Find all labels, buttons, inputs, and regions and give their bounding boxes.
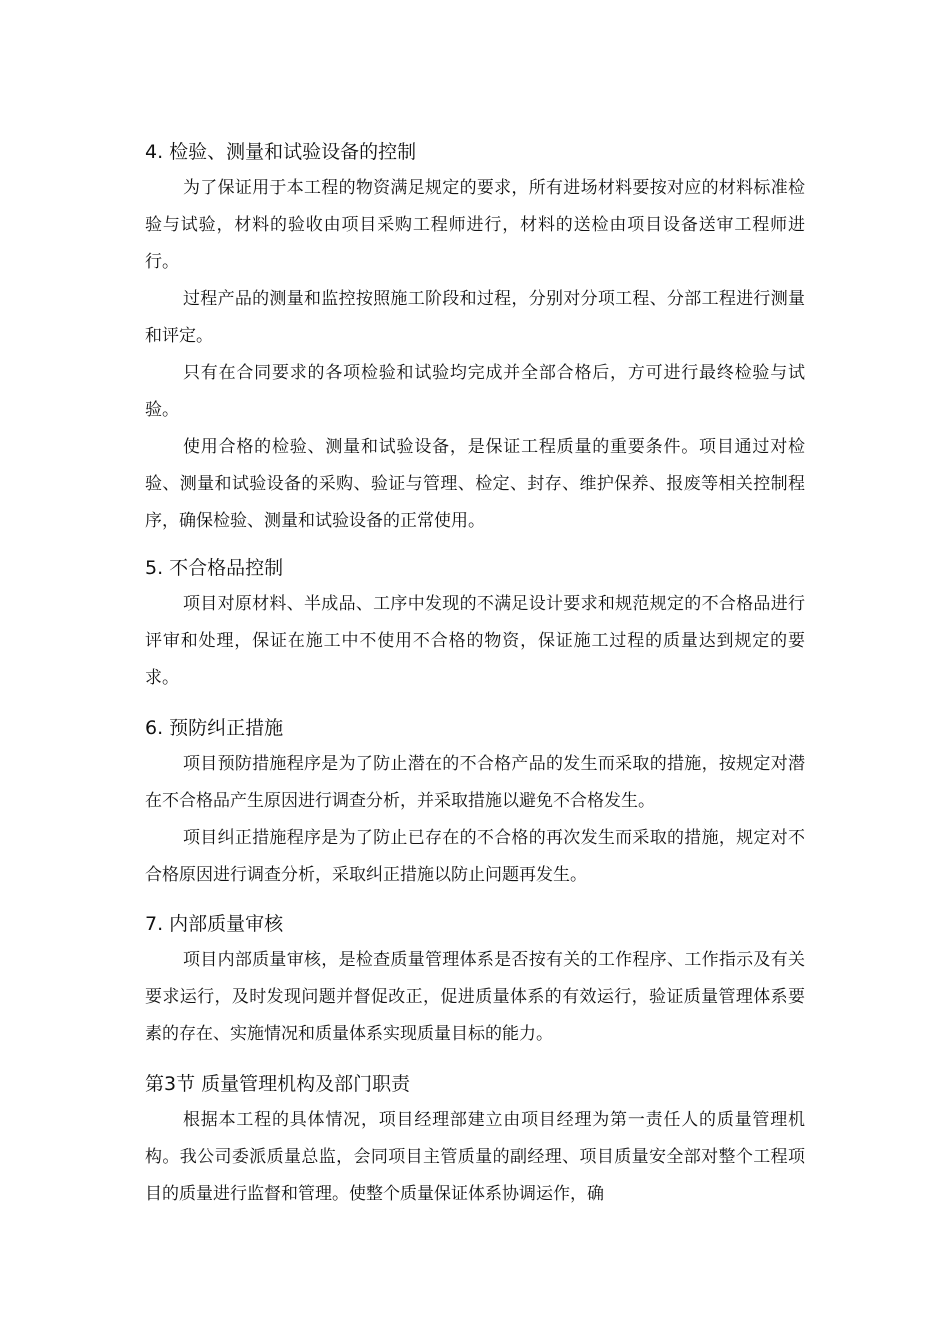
paragraph: 项目对原材料、半成品、工序中发现的不满足设计要求和规范规定的不合格品进行评审和处理，保证在施工中不使用不合格的物资，保证施工过程的质量达到规定的要求。	[145, 594, 805, 688]
section-heading-7: 7. 内部质量审核	[145, 913, 284, 935]
section-body-chapter-3	[145, 1102, 805, 1213]
section-heading-4: 4. 检验、测量和试验设备的控制	[145, 141, 417, 163]
section-heading-chapter-3: 第3节 质量管理机构及部门职责	[145, 1073, 411, 1095]
paragraph: 只有在合同要求的各项检验和试验均完成并全部合格后，方可进行最终检验与试验。	[145, 363, 805, 420]
section-heading-6: 6. 预防纠正措施	[145, 717, 284, 739]
paragraph: 为了保证用于本工程的物资满足规定的要求，所有进场材料要按对应的材料标准检验与试验，材料的验收由项目采购工程师进行，材料的送检由项目设备送审工程师进行。	[145, 178, 805, 272]
paragraph: 项目内部质量审核，是检查质量管理体系是否按有关的工作程序、工作指示及有关要求运行，及时发现问题并督促改正，促进质量体系的有效运行，验证质量管理体系要素的存在、实施情况和质量体系实现质量目标的能力。	[145, 950, 805, 1044]
paragraph: 过程产品的测量和监控按照施工阶段和过程，分别对分项工程、分部工程进行测量和评定。	[145, 289, 805, 346]
paragraph: 项目纠正措施程序是为了防止已存在的不合格的再次发生而采取的措施，规定对不合格原因进行调查分析，采取纠正措施以防止问题再发生。	[145, 828, 805, 885]
section-body-7	[145, 942, 805, 1053]
section-body-4	[145, 170, 805, 540]
section-body-5	[145, 586, 805, 697]
paragraph: 使用合格的检验、测量和试验设备，是保证工程质量的重要条件。项目通过对检验、测量和试验设备的采购、验证与管理、检定、封存、维护保养、报废等相关控制程序，确保检验、测量和试验设备的正常使用。	[145, 437, 805, 531]
section-body-6	[145, 746, 805, 894]
section-heading-5: 5. 不合格品控制	[145, 557, 284, 579]
paragraph: 项目预防措施程序是为了防止潜在的不合格产品的发生而采取的措施，按规定对潜在不合格品产生原因进行调查分析，并采取措施以避免不合格发生。	[145, 754, 805, 811]
paragraph: 根据本工程的具体情况，项目经理部建立由项目经理为第一责任人的质量管理机构。我公司委派质量总监，会同项目主管质量的副经理、项目质量安全部对整个工程项目的质量进行监督和管理。使整个质量保证体系协调运作，确	[145, 1110, 805, 1204]
